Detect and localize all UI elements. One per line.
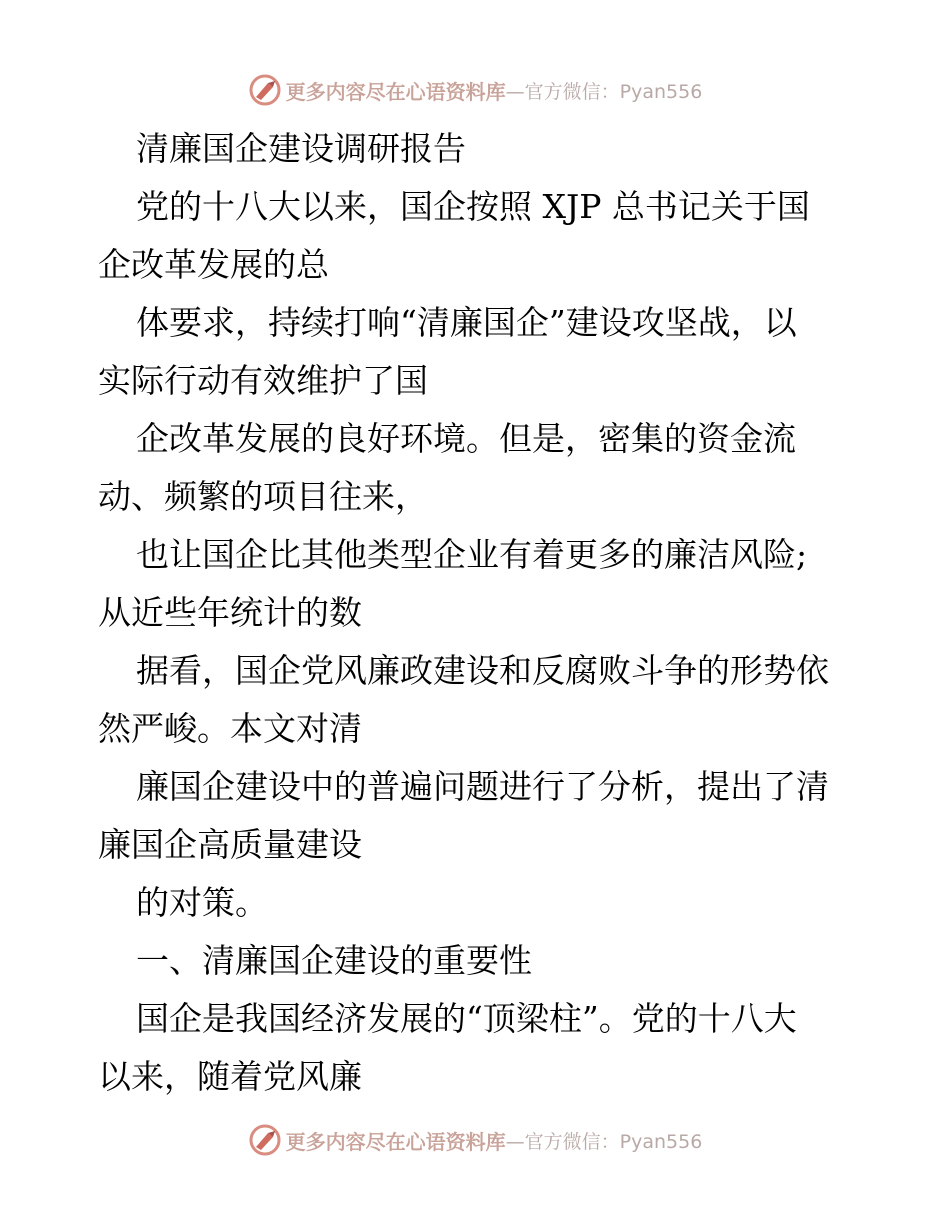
text-line: 廉国企建设中的普遍问题进行了分析，提出了清 xyxy=(136,767,829,806)
text-line: 廉国企高质量建设 xyxy=(98,825,362,864)
header-wechat-text: —官方微信：Pyan556 xyxy=(505,80,703,103)
text-line: 党的十八大以来，国企按照 XJP 总书记关于国 xyxy=(136,187,810,226)
text-line: 的对策。 xyxy=(136,883,268,922)
footer-promo-text: 更多内容尽在心语资料库 xyxy=(285,1129,506,1154)
text-line: 实际行动有效维护了国 xyxy=(98,361,428,400)
text-line: 据看，国企党风廉政建设和反腐败斗争的形势依 xyxy=(136,651,829,690)
footer-wechat-text: —官方微信：Pyan556 xyxy=(505,1130,703,1153)
text-line: 企改革发展的总 xyxy=(98,245,329,284)
document-body xyxy=(98,120,858,1106)
text-line: 体要求，持续打响“清廉国企”建设攻坚战，以 xyxy=(136,303,797,342)
pen-nib-logo-icon xyxy=(248,73,282,107)
text-line: 也让国企比其他类型企业有着更多的廉洁风险; xyxy=(136,535,808,574)
text-line: 以来，随着党风廉 xyxy=(98,1057,362,1096)
header-promo-text: 更多内容尽在心语资料库 xyxy=(285,79,506,104)
header-banner xyxy=(0,70,950,110)
section-heading: 一、清廉国企建设的重要性 xyxy=(136,941,532,980)
text-line: 从近些年统计的数 xyxy=(98,593,362,632)
pen-nib-logo-icon xyxy=(248,1123,282,1157)
text-line: 动、频繁的项目往来， xyxy=(98,477,428,516)
footer-banner xyxy=(0,1120,950,1160)
text-line: 然严峻。本文对清 xyxy=(98,709,362,748)
text-line: 企改革发展的良好环境。但是，密集的资金流 xyxy=(136,419,796,458)
document-title: 清廉国企建设调研报告 xyxy=(136,129,466,168)
text-line: 国企是我国经济发展的“顶梁柱”。党的十八大 xyxy=(136,999,797,1038)
